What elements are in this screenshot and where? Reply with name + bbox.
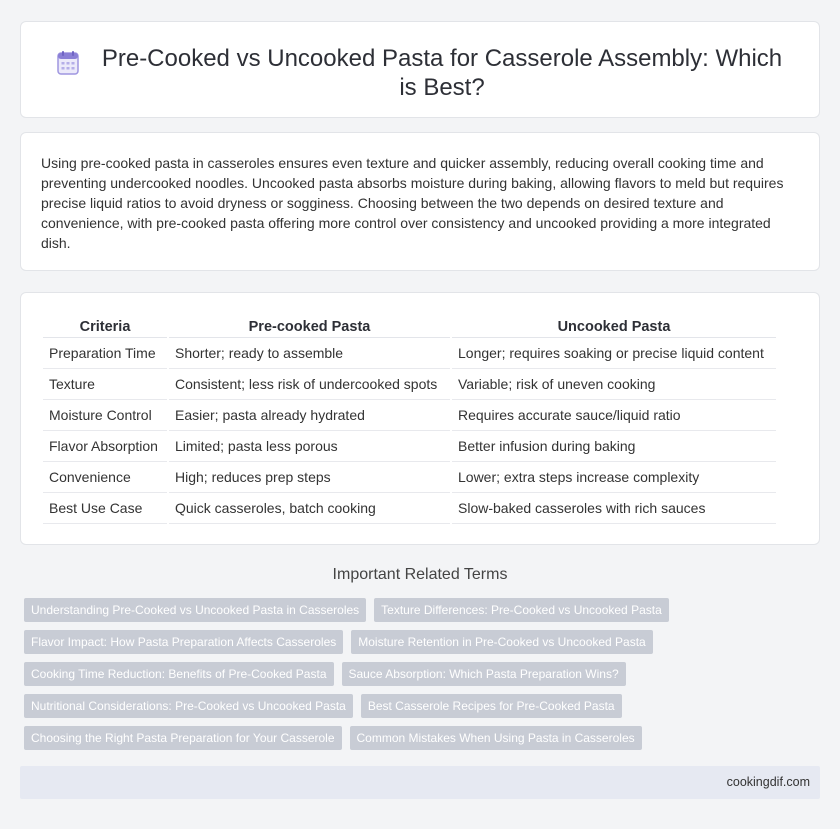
table-cell: Lower; extra steps increase complexity [451,461,776,492]
related-term-link[interactable]: Nutritional Considerations: Pre-Cooked vs Uncooked Pasta [24,694,353,718]
table-cell: Shorter; ready to assemble [168,337,451,368]
related-term-link[interactable]: Moisture Retention in Pre-Cooked vs Uncooked Pasta [351,630,652,654]
table-cell: Longer; requires soaking or precise liquid content [451,337,776,368]
tag-row [24,694,824,718]
table-cell: Easier; pasta already hydrated [168,399,451,430]
tag-row [24,630,824,654]
page-title: Pre-Cooked vs Uncooked Pasta for Casserole Assembly: Which is Best? [101,45,783,101]
footer [20,766,820,799]
related-terms-title: Important Related Terms [332,566,508,583]
table-row [43,492,776,523]
related-term-link[interactable]: Understanding Pre-Cooked vs Uncooked Pasta in Casseroles [24,598,366,622]
intro-card [20,132,820,271]
table-row [43,399,776,430]
comparison-table [43,314,776,524]
table-row [43,430,776,461]
column-header-uncooked: Uncooked Pasta [451,314,776,337]
related-term-link[interactable]: Sauce Absorption: Which Pasta Preparation Wins? [342,662,626,686]
column-header-pre-cooked: Pre-cooked Pasta [168,314,451,337]
table-header-row [43,314,776,337]
table-cell: Convenience [43,461,168,492]
related-term-link[interactable]: Common Mistakes When Using Pasta in Casseroles [350,726,642,750]
table-cell: Flavor Absorption [43,430,168,461]
table-cell: Consistent; less risk of undercooked spots [168,368,451,399]
table-row [43,461,776,492]
calendar-icon [53,48,83,78]
table-cell: Variable; risk of uneven cooking [451,368,776,399]
related-term-link[interactable]: Texture Differences: Pre-Cooked vs Uncooked Pasta [374,598,669,622]
table-cell: Quick casseroles, batch cooking [168,492,451,523]
column-header-criteria: Criteria [43,314,168,337]
table-cell: Slow-baked casseroles with rich sauces [451,492,776,523]
header-card [20,21,820,118]
table-cell: Better infusion during baking [451,430,776,461]
comparison-card [20,292,820,545]
table-cell: Preparation Time [43,337,168,368]
table-cell: Requires accurate sauce/liquid ratio [451,399,776,430]
table-row [43,337,776,368]
tag-row [24,598,824,622]
related-term-link[interactable]: Best Casserole Recipes for Pre-Cooked Pasta [361,694,622,718]
intro-paragraph: Using pre-cooked pasta in casseroles ensures even texture and quicker assembly, reducing overall cooking time and preventing undercooked noodles. Uncooked pasta absorbs moisture during baking, allowing flavors to meld but requires precise liquid ratios to avoid dryness or sogginess. Choosing between the two depends on desired texture and convenience, with pre-cooked pasta offering more control over consistency and uncooked providing a more integrated dish. [41,155,784,251]
related-term-link[interactable]: Flavor Impact: How Pasta Preparation Affects Casseroles [24,630,343,654]
site-name[interactable]: cookingdif.com [726,775,810,789]
tag-row [24,662,824,686]
table-cell: High; reduces prep steps [168,461,451,492]
table-cell: Texture [43,368,168,399]
related-term-link[interactable]: Choosing the Right Pasta Preparation for Your Casserole [24,726,342,750]
related-term-link[interactable]: Cooking Time Reduction: Benefits of Pre-Cooked Pasta [24,662,334,686]
table-cell: Best Use Case [43,492,168,523]
table-cell: Limited; pasta less porous [168,430,451,461]
table-row [43,368,776,399]
table-cell: Moisture Control [43,399,168,430]
related-terms-list [24,598,824,758]
tag-row [24,726,824,750]
